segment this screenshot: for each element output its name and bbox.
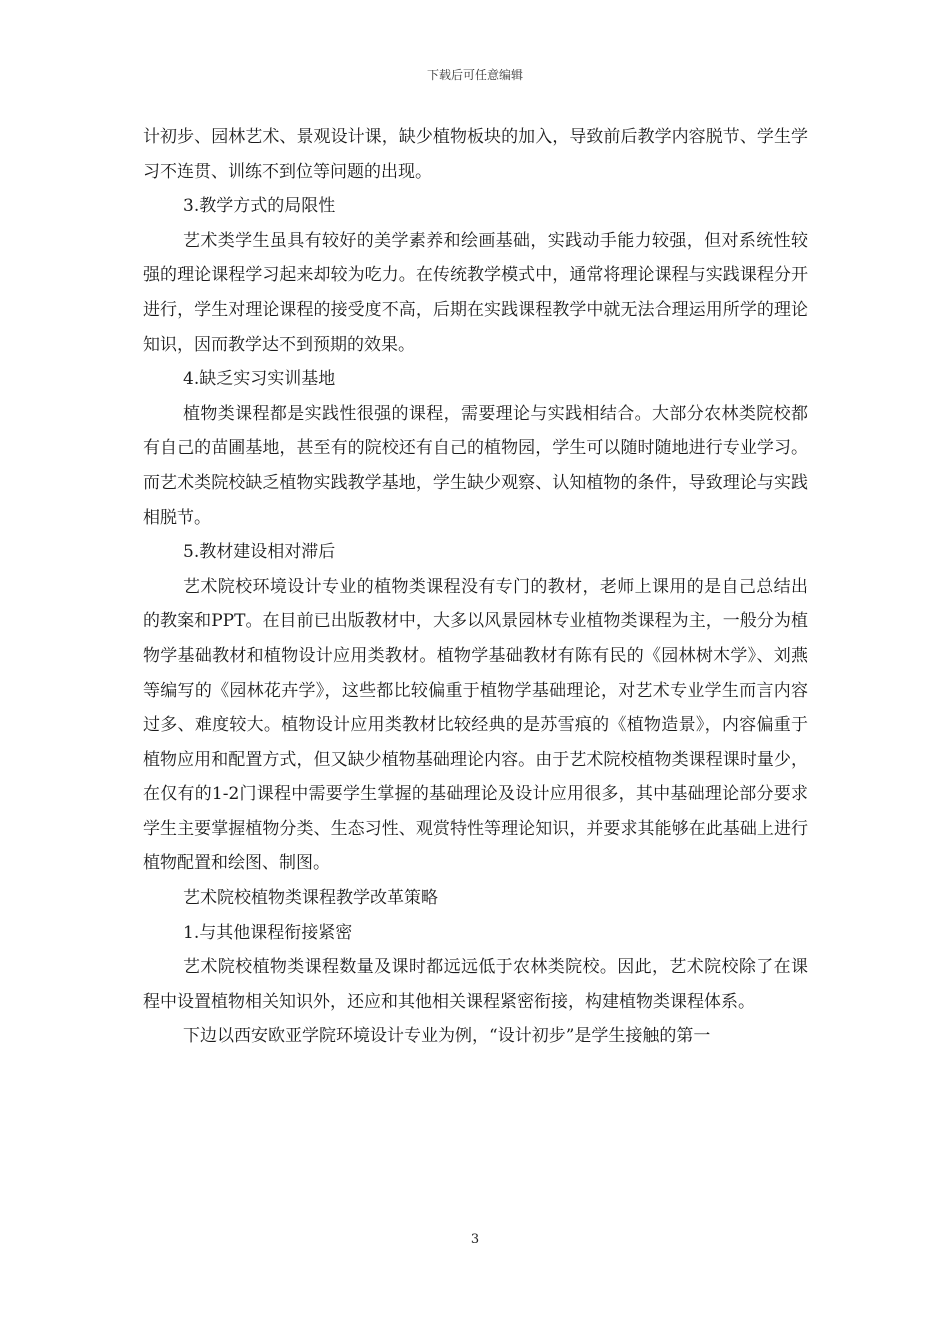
page-header-note: 下载后可任意编辑: [426, 68, 523, 82]
section-heading-1: 1.与其他课程衔接紧密: [183, 922, 353, 943]
body-paragraph-course-link: 艺术院校植物类课程数量及课时都远远低于农林类院校。因此，艺术院校除了在课程中设置植物相关知识外，还应和其他相关课程紧密衔接，构建植物类课程体系。: [143, 957, 808, 1012]
body-paragraph-teaching-method: 艺术类学生虽具有较好的美学素养和绘画基础，实践动手能力较强，但对系统性较强的理论课程学习起来却较为吃力。在传统教学模式中，通常将理论课程与实践课程分开进行，学生对理论课程的接受度不高，后期在实践课程教学中就无法合理运用所学的理论知识，因而教学达不到预期的效果。: [143, 230, 808, 355]
section-heading-3: 3.教学方式的局限性: [183, 196, 336, 217]
section-heading-5: 5.教材建设相对滞后: [183, 542, 336, 563]
page-number: 3: [470, 1232, 480, 1247]
body-paragraph-training-base: 植物类课程都是实践性很强的课程，需要理论与实践相结合。大部分农林类院校都有自己的苗圃基地，甚至有的院校还有自己的植物园，学生可以随时随地进行专业学习。而艺术类院校缺乏植物实践教学基地，学生缺少观察、认知植物的条件，导致理论与实践相脱节。: [143, 403, 808, 528]
section-heading-4: 4.缺乏实习实训基地: [183, 369, 336, 390]
body-paragraph-continued: 计初步、园林艺术、景观设计课，缺少植物板块的加入，导致前后教学内容脱节、学生学习不连贯、训练不到位等问题的出现。: [143, 127, 808, 182]
section-heading-reform-strategy: 艺术院校植物类课程教学改革策略: [183, 888, 438, 909]
body-paragraph-textbooks: 艺术院校环境设计专业的植物类课程没有专门的教材，老师上课用的是自己总结出的教案和PPT。在目前已出版教材中，大多以风景园林专业植物类课程为主，一般分为植物学基础教材和植物设计应用类教材。植物学基础教材有陈有民的《园林树木学》、刘燕等编写的《园林花卉学》，这些都比较偏重于植物学基础理论，对艺术专业学生而言内容过多、难度较大。植物设计应用类教材比较经典的是苏雪痕的《植物造景》，内容偏重于植物应用和配置方式，但又缺少植物基础理论内容。由于艺术院校植物类课程课时量少，在仅有的1-2门课程中需要学生掌握的基础理论及设计应用很多，其中基础理论部分要求学生主要掌握植物分类、生态习性、观赏特性等理论知识，并要求其能够在此基础上进行植物配置和绘图、制图。: [143, 576, 808, 874]
body-paragraph-example: 下边以西安欧亚学院环境设计专业为例，“设计初步”是学生接触的第一: [183, 1026, 711, 1047]
document-body: [143, 120, 808, 1054]
